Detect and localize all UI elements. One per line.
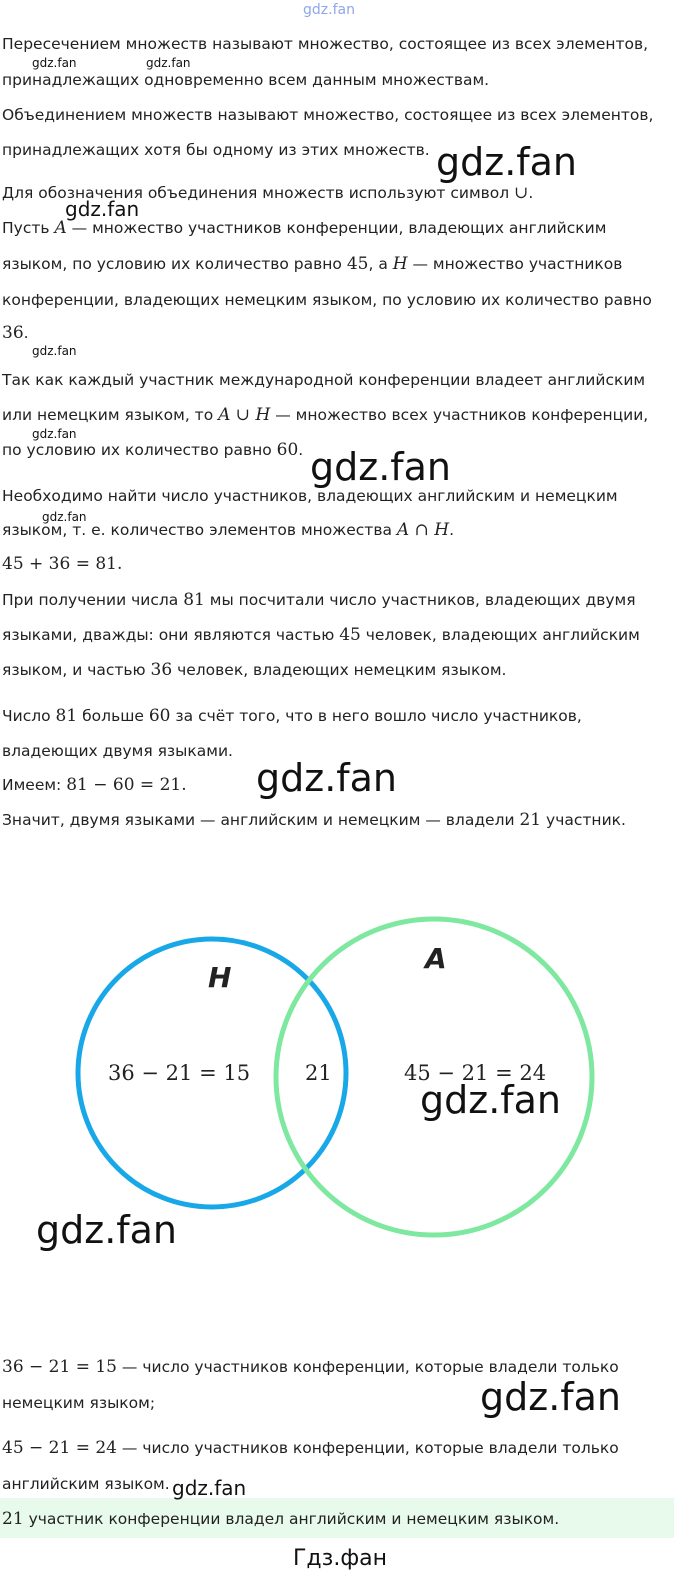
- value-intersection: 21: [305, 1061, 332, 1085]
- conclusion-line: Значит, двумя языками — английским и немецким — владели 21 участник.: [2, 810, 626, 830]
- comparison-line: Число 81 больше 60 за счёт того, что в него вошло число участников,: [2, 706, 582, 726]
- a-only-line-cont: английским языком.: [2, 1475, 170, 1493]
- union-explanation-cont: или немецким языком, то A ∪ H — множество всех участников конференции,: [2, 405, 649, 425]
- difference-equation: Имеем: 81 − 60 = 21.: [2, 775, 187, 795]
- h-only-line-cont: немецким языком;: [2, 1394, 156, 1412]
- answer-line: 21 участник конференции владел английским и немецким языком.: [2, 1509, 560, 1529]
- watermark: gdz.fan: [32, 427, 77, 441]
- value-h-only: 36 − 21 = 15: [108, 1061, 251, 1085]
- double-count-line: При получении числа 81 мы посчитали число участников, владеющих двумя: [2, 590, 636, 610]
- set-h-line-cont: конференции, владеющих немецким языком, по условию их количество равно: [2, 291, 652, 309]
- watermark: gdz.fan: [32, 56, 77, 70]
- label-a: A: [425, 942, 447, 975]
- watermark: gdz.fan: [310, 445, 452, 489]
- a-only-line: 45 − 21 = 24 — число участников конференции, которые владели только: [2, 1438, 619, 1458]
- task-statement-cont: языком, т. е. количество элементов множества A ∩ H.: [2, 520, 454, 540]
- watermark: gdz.fan: [65, 197, 140, 221]
- double-count-line-2: языками, дважды: они являются частью 45 человек, владеющих английским: [2, 625, 640, 645]
- comparison-line-cont: владеющих двумя языками.: [2, 742, 233, 760]
- watermark: gdz.fan: [32, 344, 77, 358]
- definition-intersection-cont: принадлежащих одновременно всем данным множествам.: [2, 71, 490, 89]
- watermark-top: gdz.fan: [303, 2, 355, 18]
- watermark: gdz.fan: [36, 1208, 178, 1252]
- definition-union-cont: принадлежащих хотя бы одному из этих множеств.: [2, 141, 430, 159]
- task-statement: Необходимо найти число участников, владеющих английским и немецким: [2, 487, 618, 505]
- set-a-line: Пусть A — множество участников конференции, владеющих английским: [2, 218, 607, 238]
- watermark: gdz.fan: [436, 140, 578, 184]
- watermark: gdz.fan: [172, 1476, 247, 1500]
- label-h: H: [208, 961, 232, 994]
- definition-union: Объединением множеств называют множество, состоящее из всех элементов,: [2, 106, 654, 124]
- union-symbol-line: Для обозначения объединения множеств используют символ ∪.: [2, 183, 534, 203]
- watermark: gdz.fan: [256, 756, 398, 800]
- watermark: gdz.fan: [480, 1375, 622, 1419]
- watermark: gdz.fan: [420, 1078, 562, 1122]
- value-a-only: 45 − 21 = 24: [404, 1061, 547, 1085]
- footer-watermark: Гдз.фан: [293, 1546, 387, 1571]
- union-count: по условию их количество равно 60.: [2, 440, 304, 460]
- sum-equation: 45 + 36 = 81.: [2, 554, 123, 574]
- watermark: gdz.fan: [146, 56, 191, 70]
- set-h-count: 36.: [2, 323, 29, 343]
- double-count-line-3: языком, и частью 36 человек, владеющих немецким языком.: [2, 660, 507, 680]
- set-h-line: языком, по условию их количество равно 45, а H — множество участников: [2, 254, 623, 274]
- watermark: gdz.fan: [42, 510, 87, 524]
- definition-intersection: Пересечением множеств называют множество, состоящее из всех элементов,: [2, 35, 649, 53]
- union-explanation: Так как каждый участник международной конференции владеет английским: [2, 371, 646, 389]
- h-only-line: 36 − 21 = 15 — число участников конференции, которые владели только: [2, 1357, 619, 1377]
- venn-diagram: [0, 880, 680, 1260]
